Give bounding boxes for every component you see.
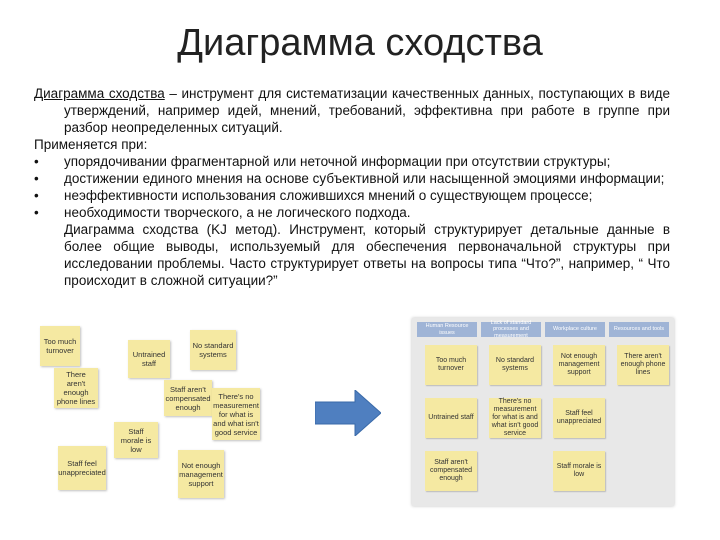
kj-paragraph: Диаграмма сходства (KJ метод). Инструмент, который структурирует детальные данные в более общие выводы, используемый для обеспечения первоначальной структуры при исследовании проблемы. Часто структурирует ответы на вопросы типа “Что?”, например, “ Что происходит в сложной ситуации?” xyxy=(64,222,670,288)
bullet-item: • упорядочивании фрагментарной или неточной информации при отсутствии структуры; xyxy=(34,154,611,169)
sticky-note: Not enough management support xyxy=(178,450,224,498)
column-header: Lack of standard processes and measurement xyxy=(481,322,541,337)
affinity-column xyxy=(417,322,477,337)
column-header: Resources and tools xyxy=(609,322,669,337)
page-title: Диаграмма сходства xyxy=(177,22,543,64)
sticky-note: There aren't enough phone lines xyxy=(54,368,98,408)
intro-paragraph xyxy=(34,85,670,136)
sticky-note: Too much turnover xyxy=(40,326,80,366)
intro-text: – инструмент для систематизации качественных данных, поступающих в виде утверждений, например идей, мнений, требований, эффективна при работе в группе при разбор неопределенных ситуаций. xyxy=(64,86,670,135)
affinity-column xyxy=(545,322,605,337)
text-block xyxy=(34,85,670,289)
affinity-card: Staff feel unappreciated xyxy=(553,398,605,438)
applied-label: Применяется при: xyxy=(34,137,148,152)
sticky-note: No standard systems xyxy=(190,330,236,370)
affinity-card: Staff aren't compensated enough xyxy=(425,451,477,491)
affinity-card: There aren't enough phone lines xyxy=(617,345,669,385)
affinity-card: Too much turnover xyxy=(425,345,477,385)
affinity-card: Not enough management support xyxy=(553,345,605,385)
affinity-table xyxy=(412,318,674,506)
bullet-item: • достижении единого мнения на основе субъективной или насыщенной эмоциями информации; xyxy=(34,171,665,186)
sticky-note: Staff morale is low xyxy=(114,422,158,458)
affinity-column xyxy=(609,322,669,337)
affinity-card: Untrained staff xyxy=(425,398,477,438)
affinity-card: There's no measurement for what is and what isn't good service xyxy=(489,398,541,438)
sticky-notes-image xyxy=(40,318,285,503)
sticky-note: Staff aren't compensated enough xyxy=(164,380,212,416)
sticky-note: There's no measurement for what is and what isn't good service xyxy=(212,388,260,440)
bullet-item: • неэффективности использования сложившихся мнений о существующем процессе; xyxy=(34,188,593,203)
column-header: Workplace culture xyxy=(545,322,605,337)
sticky-note: Untrained staff xyxy=(128,340,170,378)
affinity-column xyxy=(481,319,541,339)
bullet-list xyxy=(34,153,670,221)
intro-term: Диаграмма сходства xyxy=(34,86,165,101)
affinity-card: No standard systems xyxy=(489,345,541,385)
column-header: Human Resource issues xyxy=(417,322,477,337)
sticky-note: Staff feel unappreciated xyxy=(58,446,106,490)
affinity-card: Staff morale is low xyxy=(553,451,605,491)
right-arrow-icon xyxy=(315,390,381,436)
bullet-item: • необходимости творческого, а не логического подхода. xyxy=(34,205,411,220)
